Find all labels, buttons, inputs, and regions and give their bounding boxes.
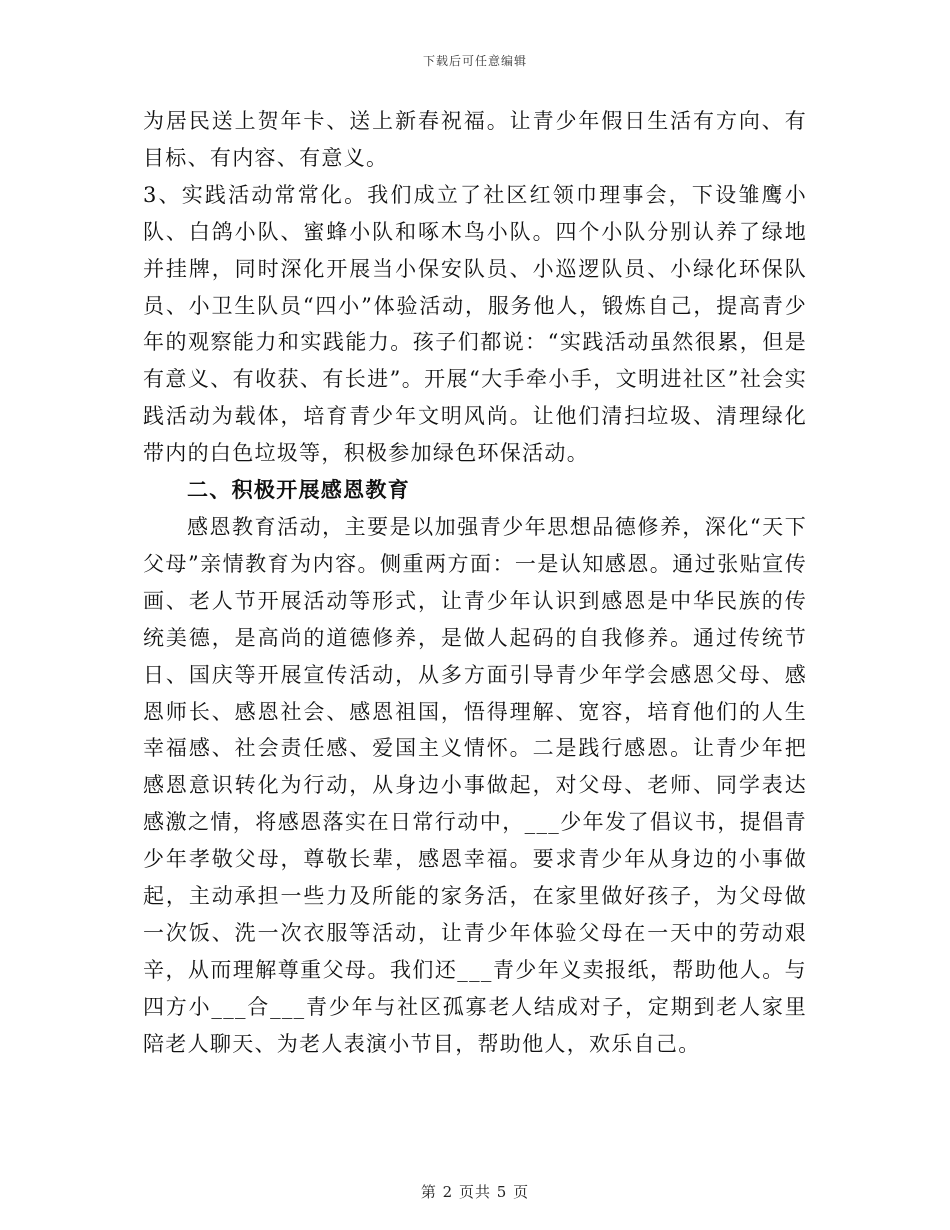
page-number: 第 2 页共 5 页 [420, 1183, 530, 1201]
paragraph-gratitude-education: 感恩教育活动，主要是以加强青少年思想品德修养，深化“天下父母”亲情教育为内容。侧重两方面：一是认知感恩。通过张贴宣传画、老人节开展活动等形式，让青少年认识到感恩是中华民族的传统美德，是高尚的道德修养，是做人起码的自我修养。通过传统节日、国庆等开展宣传活动，从多方面引导青少年学会感恩父母、感恩师长、感恩社会、感恩祖国，悟得理解、宽容，培育他们的人生幸福感、社会责任感、爱国主义情怀。二是践行感恩。让青少年把感恩意识转化为行动，从身边小事做起，对父母、老师、同学表达感激之情，将感恩落实在日常行动中，___少年发了倡议书，提倡青少年孝敬父母，尊敬长辈，感恩幸福。要求青少年从身边的小事做起，主动承担一些力及所能的家务活，在家里做好孩子，为父母做一次饭、洗一次衣服等活动，让青少年体验父母在一天中的劳动艰辛，从而理解尊重父母。我们还___青少年义卖报纸，帮助他人。与四方小___合___青少年与社区孤寡老人结成对子，定期到老人家里陪老人聊天、为老人表演小节目，帮助他人，欢乐自己。 [143, 514, 807, 1056]
paragraph-practice-activities: 3、实践活动常常化。我们成立了社区红领巾理事会，下设雏鹰小队、白鸽小队、蜜蜂小队和啄木鸟小队。四个小队分别认养了绿地并挂牌，同时深化开展当小保安队员、小巡逻队员、小绿化环保队员、小卫生队员“四小”体验活动，服务他人，锻炼自己，提高青少年的观察能力和实践能力。孩子们都说：“实践活动虽然很累，但是有意义、有收获、有长进”。开展“大手牵小手，文明进社区”社会实践活动为载体，培育青少年文明风尚。让他们清扫垃圾、清理绿化带内的白色垃圾等，积极参加绿色环保活动。 [143, 182, 807, 466]
section-heading: 二、积极开展感恩教育 [187, 477, 410, 503]
page-header: 下载后可任意编辑 [422, 54, 527, 68]
document-body [143, 103, 807, 1063]
paragraph-continuation: 为居民送上贺年卡、送上新春祝福。让青少年假日生活有方向、有目标、有内容、有意义。 [143, 109, 807, 170]
